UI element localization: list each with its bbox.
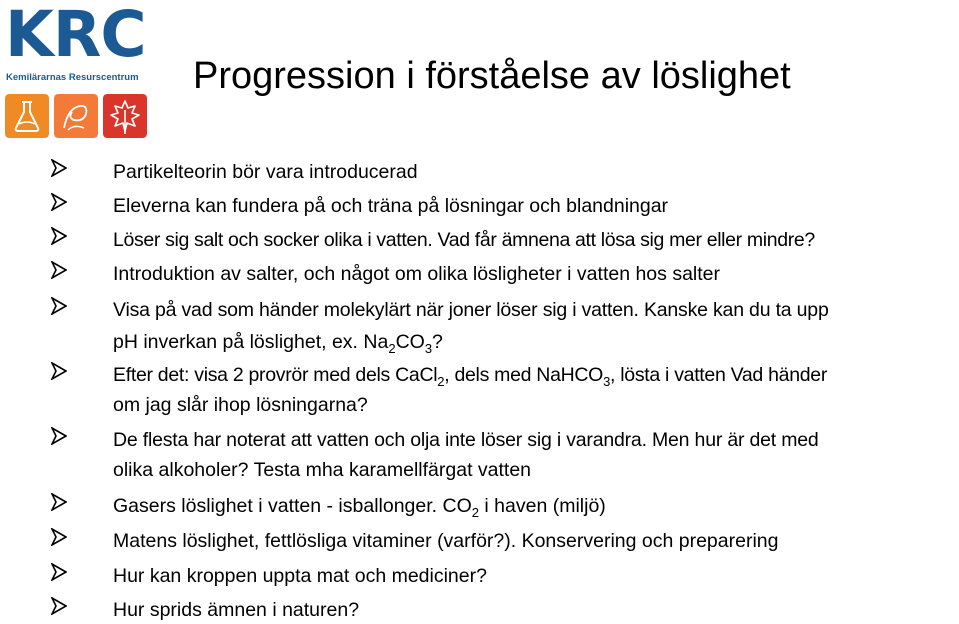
list-item-text: pH inverkan på löslighet, ex. $Na_2CO_3$? [113,331,443,356]
arrow-bullet-icon [51,297,67,315]
list-item [51,489,956,523]
list-item-text: Gasers löslighet i vatten - isballonger. $CO_2$ i haven (miljö) [113,495,606,520]
logo-tagline: Kemilärarnas Resurscentrum [6,72,139,83]
arrow-bullet-icon [51,227,67,245]
arrow-bullet-icon [51,159,67,177]
list-item-text: Partikelteorin bör vara introducerad [113,161,418,183]
list-item [51,358,956,424]
arrow-bullet-icon [51,528,67,546]
list-item-text: om jag slår ihop lösningarna? [113,394,368,416]
arrow-bullet-icon [51,261,67,279]
list-item [51,155,956,189]
arrow-bullet-icon [51,563,67,581]
list-item-text: Löser sig salt och socker olika i vatten. Vad får ämnena att lösa sig mer eller mindre? [113,229,815,251]
list-item-text: Matens löslighet, fettlösliga vitaminer (varför?). Konservering och preparering [113,530,779,552]
list-item-text: Visa på vad som händer molekylärt när joner löser sig i vatten. Kanske kan du ta upp [113,299,829,321]
list-item-text: Hur sprids ämnen i naturen? [113,599,360,621]
list-item [51,559,956,593]
arrow-bullet-icon [51,362,67,380]
list-item [51,593,956,624]
list-item-text: Efter det: visa 2 provrör med dels CaCl$_2$, dels med NaHCO$_3$, lösta i vatten Vad händer [113,364,828,389]
list-item [51,223,956,257]
list-item-text: Eleverna kan fundera på och träna på lösningar och blandningar [113,195,669,217]
list-item [51,257,956,291]
arrow-bullet-icon [51,493,67,511]
list-item [51,524,956,558]
logo-letters: KRC [5,0,146,71]
list-item [51,423,956,489]
arrow-bullet-icon [51,597,67,615]
arrow-bullet-icon [51,193,67,211]
list-item-text: Hur kan kroppen uppta mat och mediciner? [113,565,487,587]
slide-title: Progression i förståelse av löslighet [193,55,791,97]
list-item-text: olika alkoholer? Testa mha karamellfärgat vatten [113,459,532,481]
list-item-text: Introduktion av salter, och något om olika lösligheter i vatten hos salter [113,263,721,285]
list-item [51,293,956,359]
list-item-text: De flesta har noterat att vatten och olja inte löser sig i varandra. Men hur är det med [113,429,819,451]
list-item [51,189,956,223]
arrow-bullet-icon [51,427,67,445]
